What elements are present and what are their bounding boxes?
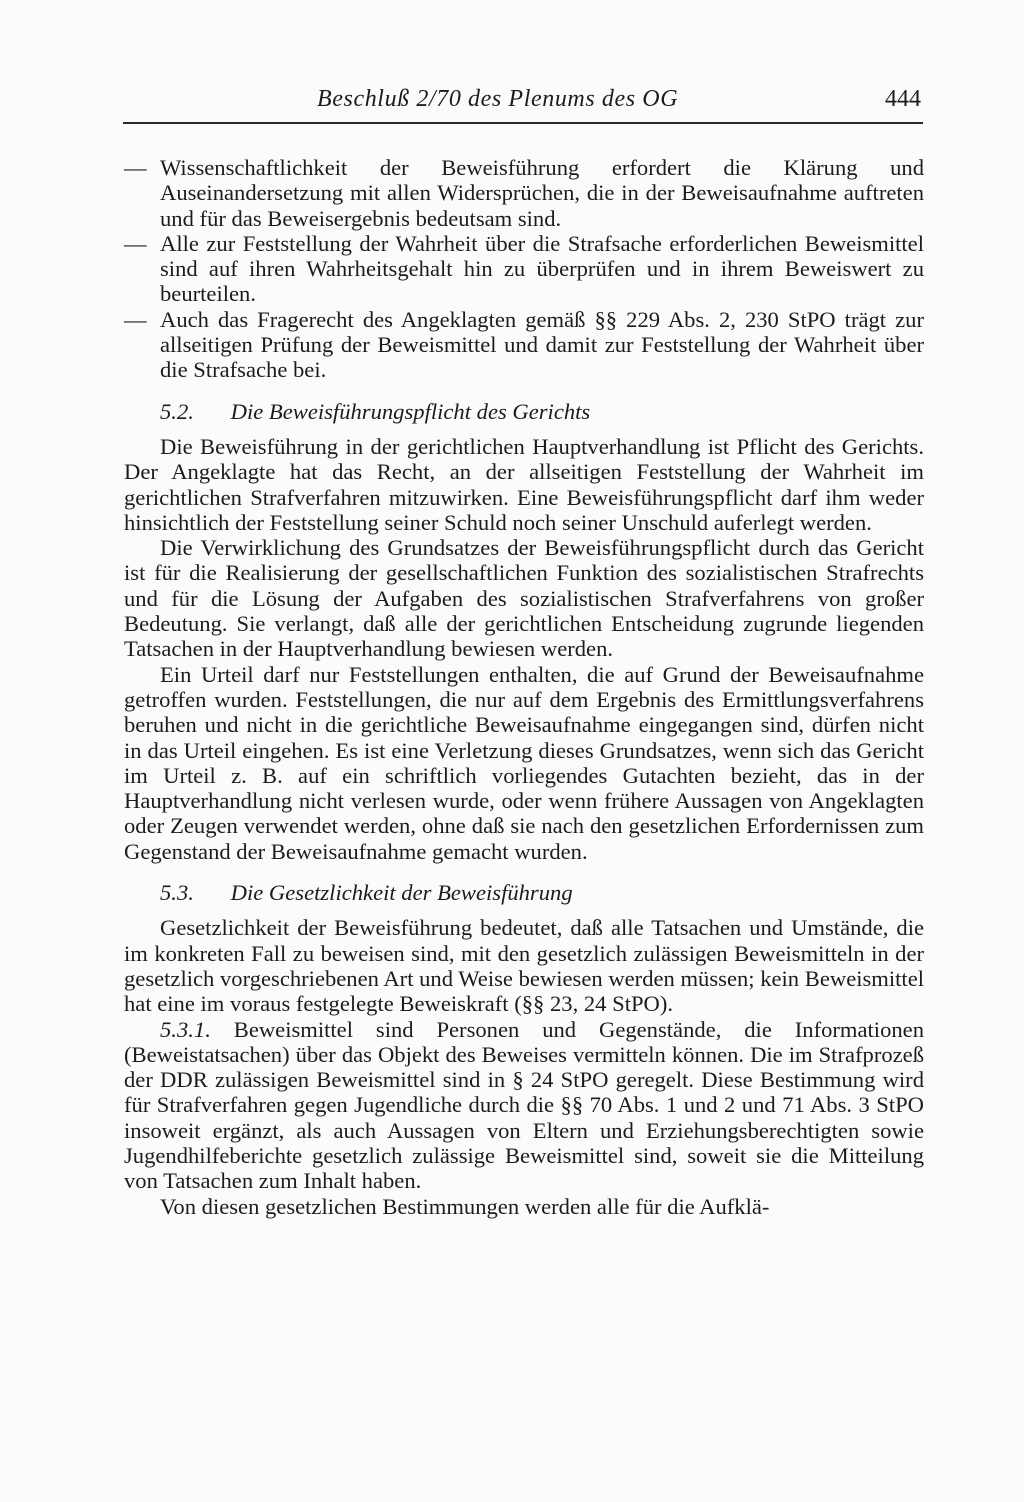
list-item [124,307,924,383]
dash-marker: — [124,306,147,332]
section-title: Die Gesetzlichkeit der Beweisführung [230,880,573,906]
page-body [124,155,924,1235]
section-5-2 [124,399,924,864]
dash-marker: — [124,155,147,180]
list-item [124,231,924,307]
page-header [123,86,923,124]
paragraph: Ein Urteil darf nur Feststellungen enthalten, die auf Grund der Beweisaufnahme getroffen wurden. Feststellungen, die nur auf dem Ergebnis des Ermittlungsverfahrens beruhen und nicht in die gerichtliche Beweisaufnahme eingegangen sind, dürfen nicht in das Urteil eingehen. Es ist eine Verletzung dieses Grundsatzes, wenn sich das Gericht im Urteil z. B. auf ein schriftlich vorliegendes Gutachten bezieht, das in der Hauptverhandlung nicht verlesen wurde, oder wenn frühere Aussagen von Angeklagten oder Zeugen verwendet werden, ohne daß sie nach den gesetzlichen Erfordernissen zum Gegenstand der Beweisaufnahme gemacht wurden. [124,661,924,864]
page-number: 444 [885,86,921,112]
list-item [124,155,924,231]
bullet-list [124,155,924,383]
section-title: Die Beweisführungspflicht des Gerichts [230,398,591,424]
subsection-number: 5.3.1. [160,1016,211,1042]
paragraph: Die Verwirklichung des Grundsatzes der Beweisführungspflicht durch das Gericht ist für die Realisierung der gesellschaftlichen Funktion des sozialistischen Strafrechts und für die Lösung der Aufgaben des sozialistischen Strafverfahrens von großer Bedeutung. Sie verlangt, daß alle der gerichtlichen Entscheidung zugrunde liegenden Tatsachen in der Hauptverhandlung bewiesen werden. [124,535,924,662]
paragraph: Gesetzlichkeit der Beweisführung bedeutet, daß alle Tatsachen und Umstände, die im konkreten Fall zu beweisen sind, mit den gesetzlich zulässigen Beweismitteln in der gesetzlich vorgeschriebenen Art und Weise bewiesen werden müssen; kein Beweismittel hat eine im voraus festgelegte Beweiskraft (§§ 23, 24 StPO). [124,915,924,1017]
section-heading [124,399,924,424]
bullet-text: Auch das Fragerecht des Angeklagten gemäß §§ 229 Abs. 2, 230 StPO trägt zur allseitigen Prüfung der Beweismittel und damit zur Feststellung der Wahrheit über die Strafsache bei. [160,306,924,383]
section-number: 5.3. [160,880,194,906]
subsection-text: Beweismittel sind Personen und Gegenstände, die Informationen (Beweistatsachen) über das Objekt des Beweises vermitteln können. Die im Strafprozeß der DDR zulässigen Beweismittel sind in § 24 StPO geregelt. Diese Bestimmung wird für Strafverfahren gegen Jugendliche durch die §§ 70 Abs. 1 und 2 und 71 Abs. 3 StPO insoweit ergänzt, als auch Aussagen von Eltern und Erziehungsberechtigten sowie Jugendhilfeberichte gesetzlich zulässige Beweismittel sind, soweit sie die Mitteilung von Tatsachen zum Inhalt haben. [124,1016,924,1194]
section-5-3 [124,880,924,1219]
section-heading [124,880,924,905]
running-head: Beschluß 2/70 des Plenums des OG [317,86,679,112]
paragraph: Von diesen gesetzlichen Bestimmungen werden alle für die Aufklä- [160,1193,770,1219]
bullet-text: Alle zur Feststellung der Wahrheit über die Strafsache erforderlichen Beweismittel sind auf ihren Wahrheitsgehalt hin zu überprüfen und in ihrem Beweiswert zu beurteilen. [160,230,924,307]
subsection-5-3-1 [124,1017,924,1194]
dash-marker: — [124,230,147,256]
bullet-text: Wissenschaftlichkeit der Beweisführung erfordert die Klärung und Auseinandersetzung mit allen Widersprüchen, die in der Beweisaufnahme auftreten und für das Beweisergebnis bedeutsam sind. [160,155,924,231]
section-number: 5.2. [160,398,194,424]
paragraph: Die Beweisführung in der gerichtlichen Hauptverhandlung ist Pflicht des Gerichts. Der Angeklagte hat das Recht, an der allseitigen Feststellung der Wahrheit im gerichtlichen Strafverfahren mitzuwirken. Eine Beweisführungspflicht darf ihm weder hinsichtlich der Feststellung seiner Schuld noch seiner Unschuld auferlegt werden. [124,433,924,535]
